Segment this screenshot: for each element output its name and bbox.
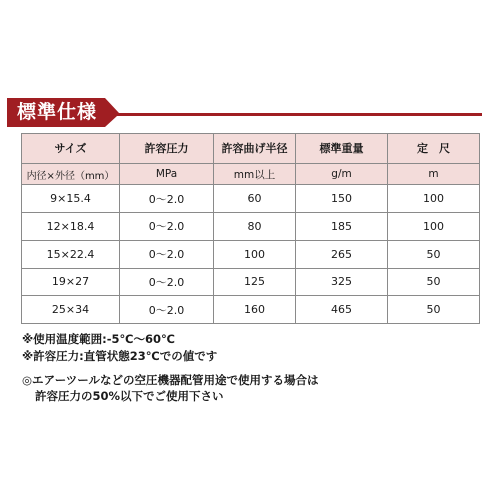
note-temperature: ※使用温度範囲:-5℃～60℃ xyxy=(22,332,175,346)
cell-weight: 185 xyxy=(296,213,388,241)
cell-pressure: 0～2.0 xyxy=(120,213,214,241)
cell-size: 19×27 xyxy=(22,268,120,296)
header-row xyxy=(22,134,480,164)
cell-bend-radius: 125 xyxy=(214,268,296,296)
unit-weight: g/m xyxy=(296,163,388,185)
cell-size: 9×15.4 xyxy=(22,185,120,213)
cell-pressure: 0～2.0 xyxy=(120,240,214,268)
cell-length: 50 xyxy=(388,296,480,324)
unit-length: m xyxy=(388,163,480,185)
cell-weight: 265 xyxy=(296,240,388,268)
notes xyxy=(22,331,217,365)
cell-length: 100 xyxy=(388,213,480,241)
header-pressure: 許容圧力 xyxy=(120,134,214,164)
cell-bend-radius: 100 xyxy=(214,240,296,268)
cell-pressure: 0～2.0 xyxy=(120,185,214,213)
remark-line-2: 許容圧力の50%以下でご使用下さい xyxy=(35,389,224,403)
header-weight: 標準重量 xyxy=(296,134,388,164)
spec-table xyxy=(21,133,480,324)
cell-bend-radius: 160 xyxy=(214,296,296,324)
units-row xyxy=(22,163,480,185)
header-length: 定 尺 xyxy=(388,134,480,164)
section-title: 標準仕様 xyxy=(17,101,98,123)
usage-remark xyxy=(22,372,319,404)
unit-size: 内径×外径（mm） xyxy=(22,163,120,185)
table-row xyxy=(22,185,480,213)
cell-length: 50 xyxy=(388,268,480,296)
table-row xyxy=(22,213,480,241)
remark-line-1: ◎エアーツールなどの空圧機器配管用途で使用する場合は xyxy=(22,373,319,387)
table-row xyxy=(22,240,480,268)
cell-bend-radius: 60 xyxy=(214,185,296,213)
cell-size: 25×34 xyxy=(22,296,120,324)
section-title-bar xyxy=(7,97,482,128)
table-row xyxy=(22,296,480,324)
cell-size: 15×22.4 xyxy=(22,240,120,268)
cell-length: 50 xyxy=(388,240,480,268)
unit-bend-radius: mm以上 xyxy=(214,163,296,185)
header-size: サイズ xyxy=(22,134,120,164)
cell-pressure: 0～2.0 xyxy=(120,296,214,324)
cell-size: 12×18.4 xyxy=(22,213,120,241)
cell-length: 100 xyxy=(388,185,480,213)
note-pressure: ※許容圧力:直管状態23℃での値です xyxy=(22,349,218,363)
table-row xyxy=(22,268,480,296)
unit-pressure: MPa xyxy=(120,163,214,185)
header-bend-radius: 許容曲げ半径 xyxy=(214,134,296,164)
cell-weight: 325 xyxy=(296,268,388,296)
cell-weight: 150 xyxy=(296,185,388,213)
cell-bend-radius: 80 xyxy=(214,213,296,241)
cell-weight: 465 xyxy=(296,296,388,324)
cell-pressure: 0～2.0 xyxy=(120,268,214,296)
